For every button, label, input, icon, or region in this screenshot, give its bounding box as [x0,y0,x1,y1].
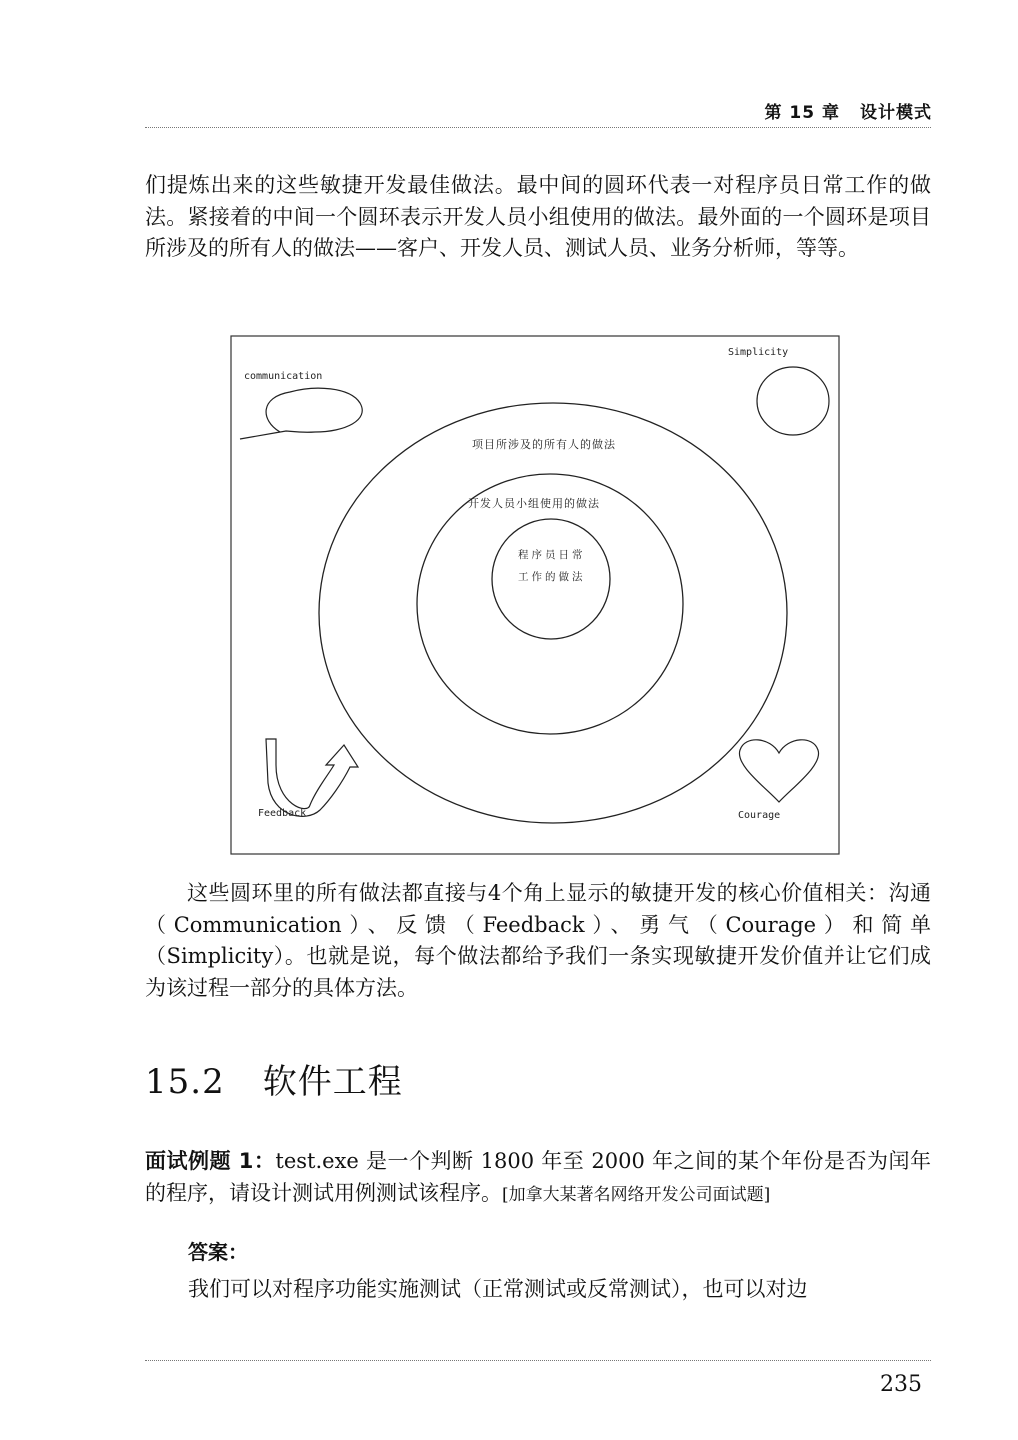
footer-divider [145,1360,931,1361]
middle-ring-label: 开发人员小组使用的做法 [468,497,600,510]
chapter-title: 设计模式 [860,103,932,123]
question-source: [加拿大某著名网络开发公司面试题] [502,1184,771,1205]
outer-ring [319,403,787,823]
figure-frame [231,336,839,854]
question-text: test.exe 是一个判断 1800 年至 2000 年之间的某个年份是否为闰年的程序，请设计测试用例测试该程序。 [145,1149,931,1205]
courage-label: Courage [738,810,781,821]
header-divider [145,127,931,128]
communication-label: communication [244,371,323,382]
feedback-arrow-icon [266,739,358,816]
agile-rings-figure [230,335,840,855]
question-label: 面试例题 1： [145,1149,276,1173]
speech-bubble-icon [240,388,362,439]
section-title: 软件工程 [262,1062,403,1102]
chapter-number: 第 15 章 [764,103,840,123]
outer-ring-label: 项目所涉及的所有人的做法 [472,438,616,451]
figure-drawing [230,335,840,855]
simplicity-label: Simplicity [728,347,789,358]
inner-ring-label: 程序员日常工作的做法 [518,549,586,583]
simplicity-circle-icon [757,367,829,435]
section-heading [145,1054,403,1103]
middle-ring [417,474,683,734]
answer-text: 我们可以对程序功能实施测试（正常测试或反常测试），也可以对边 [188,1277,808,1301]
section-number: 15.2 [145,1062,225,1102]
body-paragraph-2: 这些圆环里的所有做法都直接与4个角上显示的敏捷开发的核心价值相关：沟通（Communication）、反馈（Feedback）、勇气（Courage）和简单（Simplicity）。也就是说，每个做法都给予我们一条实现敏捷开发价值并让它们成为该过程一部分的具体方法。 [145,881,931,1000]
body-paragraph-1: 们提炼出来的这些敏捷开发最佳做法。最中间的圆环代表一对程序员日常工作的做法。紧接着的中间一个圆环表示开发人员小组使用的做法。最外面的一个圆环是项目所涉及的所有人的做法——客户、开发人员、测试人员、业务分析师，等等。 [145,173,931,260]
page-number: 235 [880,1372,922,1397]
heart-icon [739,740,818,802]
running-header [765,98,933,123]
answer-label: 答案： [188,1240,248,1264]
interview-question [145,1146,931,1211]
feedback-label: Feedback [258,808,307,819]
